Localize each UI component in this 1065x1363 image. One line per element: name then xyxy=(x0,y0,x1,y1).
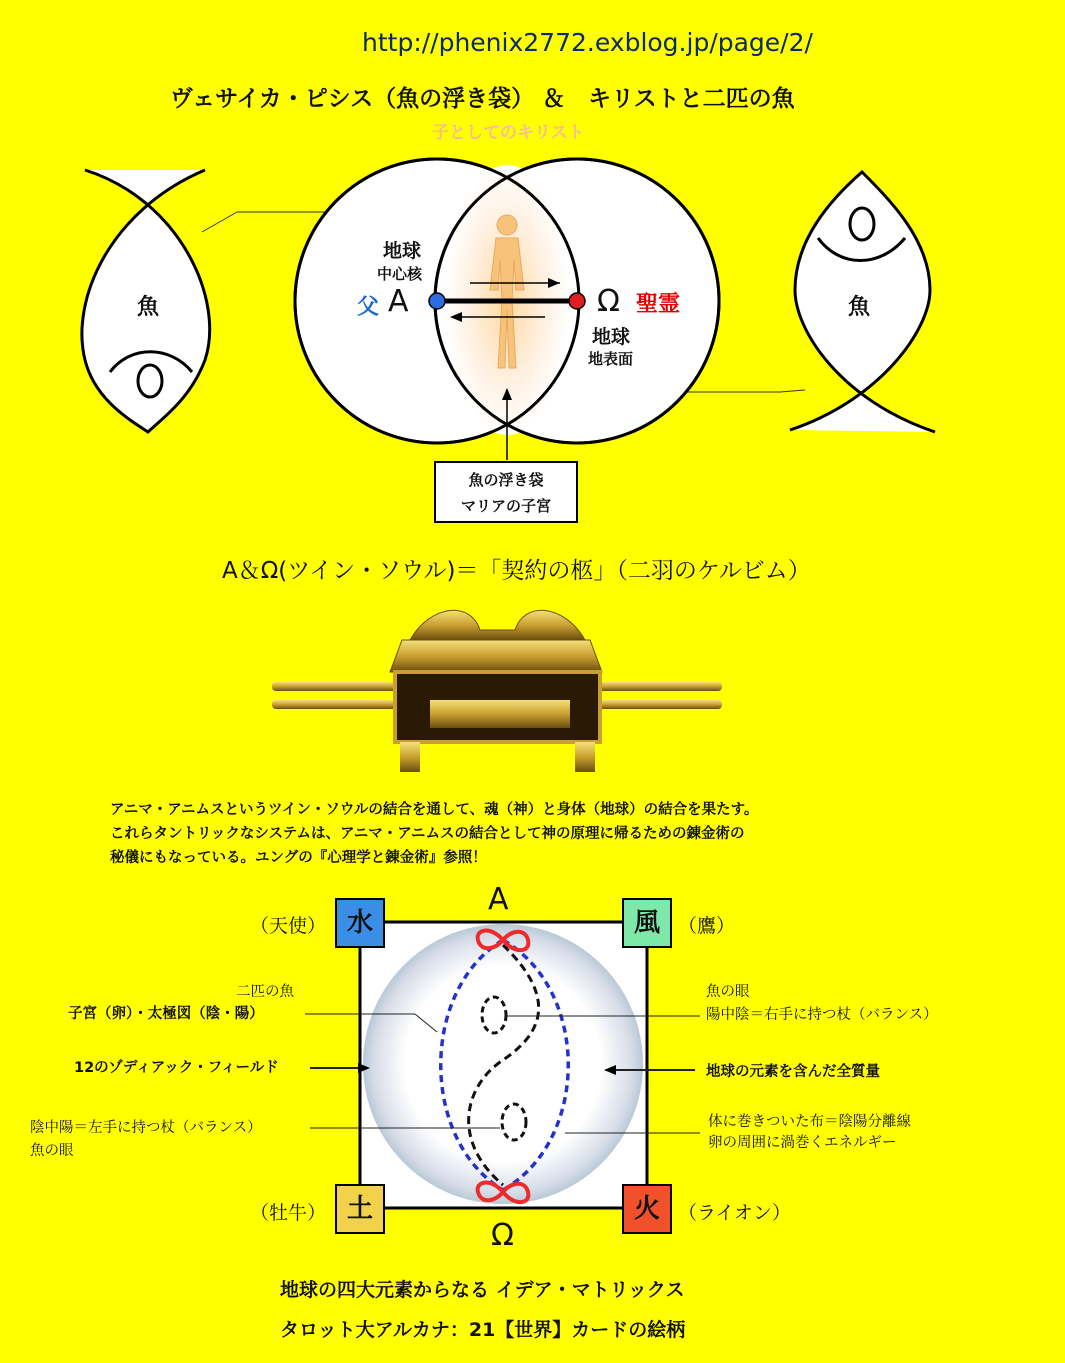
element-fire: 火 xyxy=(622,1184,672,1234)
element-wind: 風 xyxy=(622,898,672,948)
element-water: 水 xyxy=(335,898,385,948)
source-url[interactable]: http://phenix2772.exblog.jp/page/2/ xyxy=(362,28,813,57)
total-mass-label: 地球の元素を含んだ全質量 xyxy=(706,1064,880,1080)
hawk-label: （鷹） xyxy=(678,915,736,937)
matrix-alpha-label: A xyxy=(488,882,509,917)
explanation-paragraph xyxy=(110,798,758,870)
page-title: ヴェサイカ・ピシス（魚の浮き袋） ＆ キリストと二匹の魚 xyxy=(170,86,795,112)
two-fish-label: 二匹の魚 xyxy=(236,984,294,1000)
ark-title: A＆Ω(ツイン・ソウル)＝「契約の柩」（二羽のケルビム） xyxy=(222,558,811,584)
box-line-1: 魚の浮き袋 xyxy=(468,471,544,489)
fish-left-label: 魚 xyxy=(137,295,160,320)
box-line-2: マリアの子宮 xyxy=(460,497,551,515)
fish-eye-left-label: 魚の眼 xyxy=(30,1143,74,1159)
omega-label: Ω xyxy=(597,284,620,319)
egg-energy-label: 卵の周囲に渦巻くエネルギー xyxy=(708,1135,897,1151)
womb-taiji-label: 子宮（卵）・太極図（陰・陽） xyxy=(68,1006,264,1022)
earth-core-sublabel: 中心核 xyxy=(377,265,423,283)
swim-bladder-box xyxy=(434,461,578,523)
angel-label: （天使） xyxy=(250,915,327,937)
yang-in-yin-label: 陽中陰＝右手に持つ杖（バランス） xyxy=(706,1007,938,1023)
fish-right-label: 魚 xyxy=(848,295,871,320)
wrap-cloth-label: 体に巻きついた布＝陰陽分離線 xyxy=(708,1114,911,1130)
earth-surface-label: 地球 xyxy=(592,326,631,348)
footer-line-2: タロット大アルカナ：21【世界】カードの絵柄 xyxy=(280,1319,686,1341)
earth-core-label: 地球 xyxy=(383,240,422,262)
element-earth: 土 xyxy=(335,1184,385,1234)
ark-of-covenant xyxy=(272,610,722,772)
holy-spirit-label: 聖霊 xyxy=(636,292,681,317)
zodiac-field-label: 12のゾディアック・フィールド xyxy=(74,1060,279,1076)
yin-in-yang-label: 陰中陽＝左手に持つ杖（バランス） xyxy=(30,1120,262,1136)
paragraph-line: 秘儀にもなっている。ユングの『心理学と錬金術』参照！ xyxy=(110,850,487,866)
footer-line-1: 地球の四大元素からなる イデア・マトリックス xyxy=(280,1279,685,1301)
paragraph-line: これらタントリックなシステムは、アニマ・アニムスの結合として神の原理に帰るための錬金術の xyxy=(110,826,745,842)
father-label: 父 xyxy=(357,295,380,320)
earth-surface-sublabel: 地表面 xyxy=(588,350,634,368)
lion-label: （ライオン） xyxy=(678,1202,791,1224)
matrix-omega-label: Ω xyxy=(491,1218,514,1253)
alpha-label: A xyxy=(388,284,409,319)
bull-label: （牡牛） xyxy=(250,1202,327,1224)
idea-matrix xyxy=(360,922,647,1208)
christ-subtitle: 子としてのキリスト xyxy=(432,123,585,143)
fish-eye-right-label: 魚の眼 xyxy=(706,984,750,1000)
paragraph-line: アニマ・アニムスというツイン・ソウルの結合を通して、魂（神）と身体（地球）の結合を果たす。 xyxy=(110,802,759,818)
